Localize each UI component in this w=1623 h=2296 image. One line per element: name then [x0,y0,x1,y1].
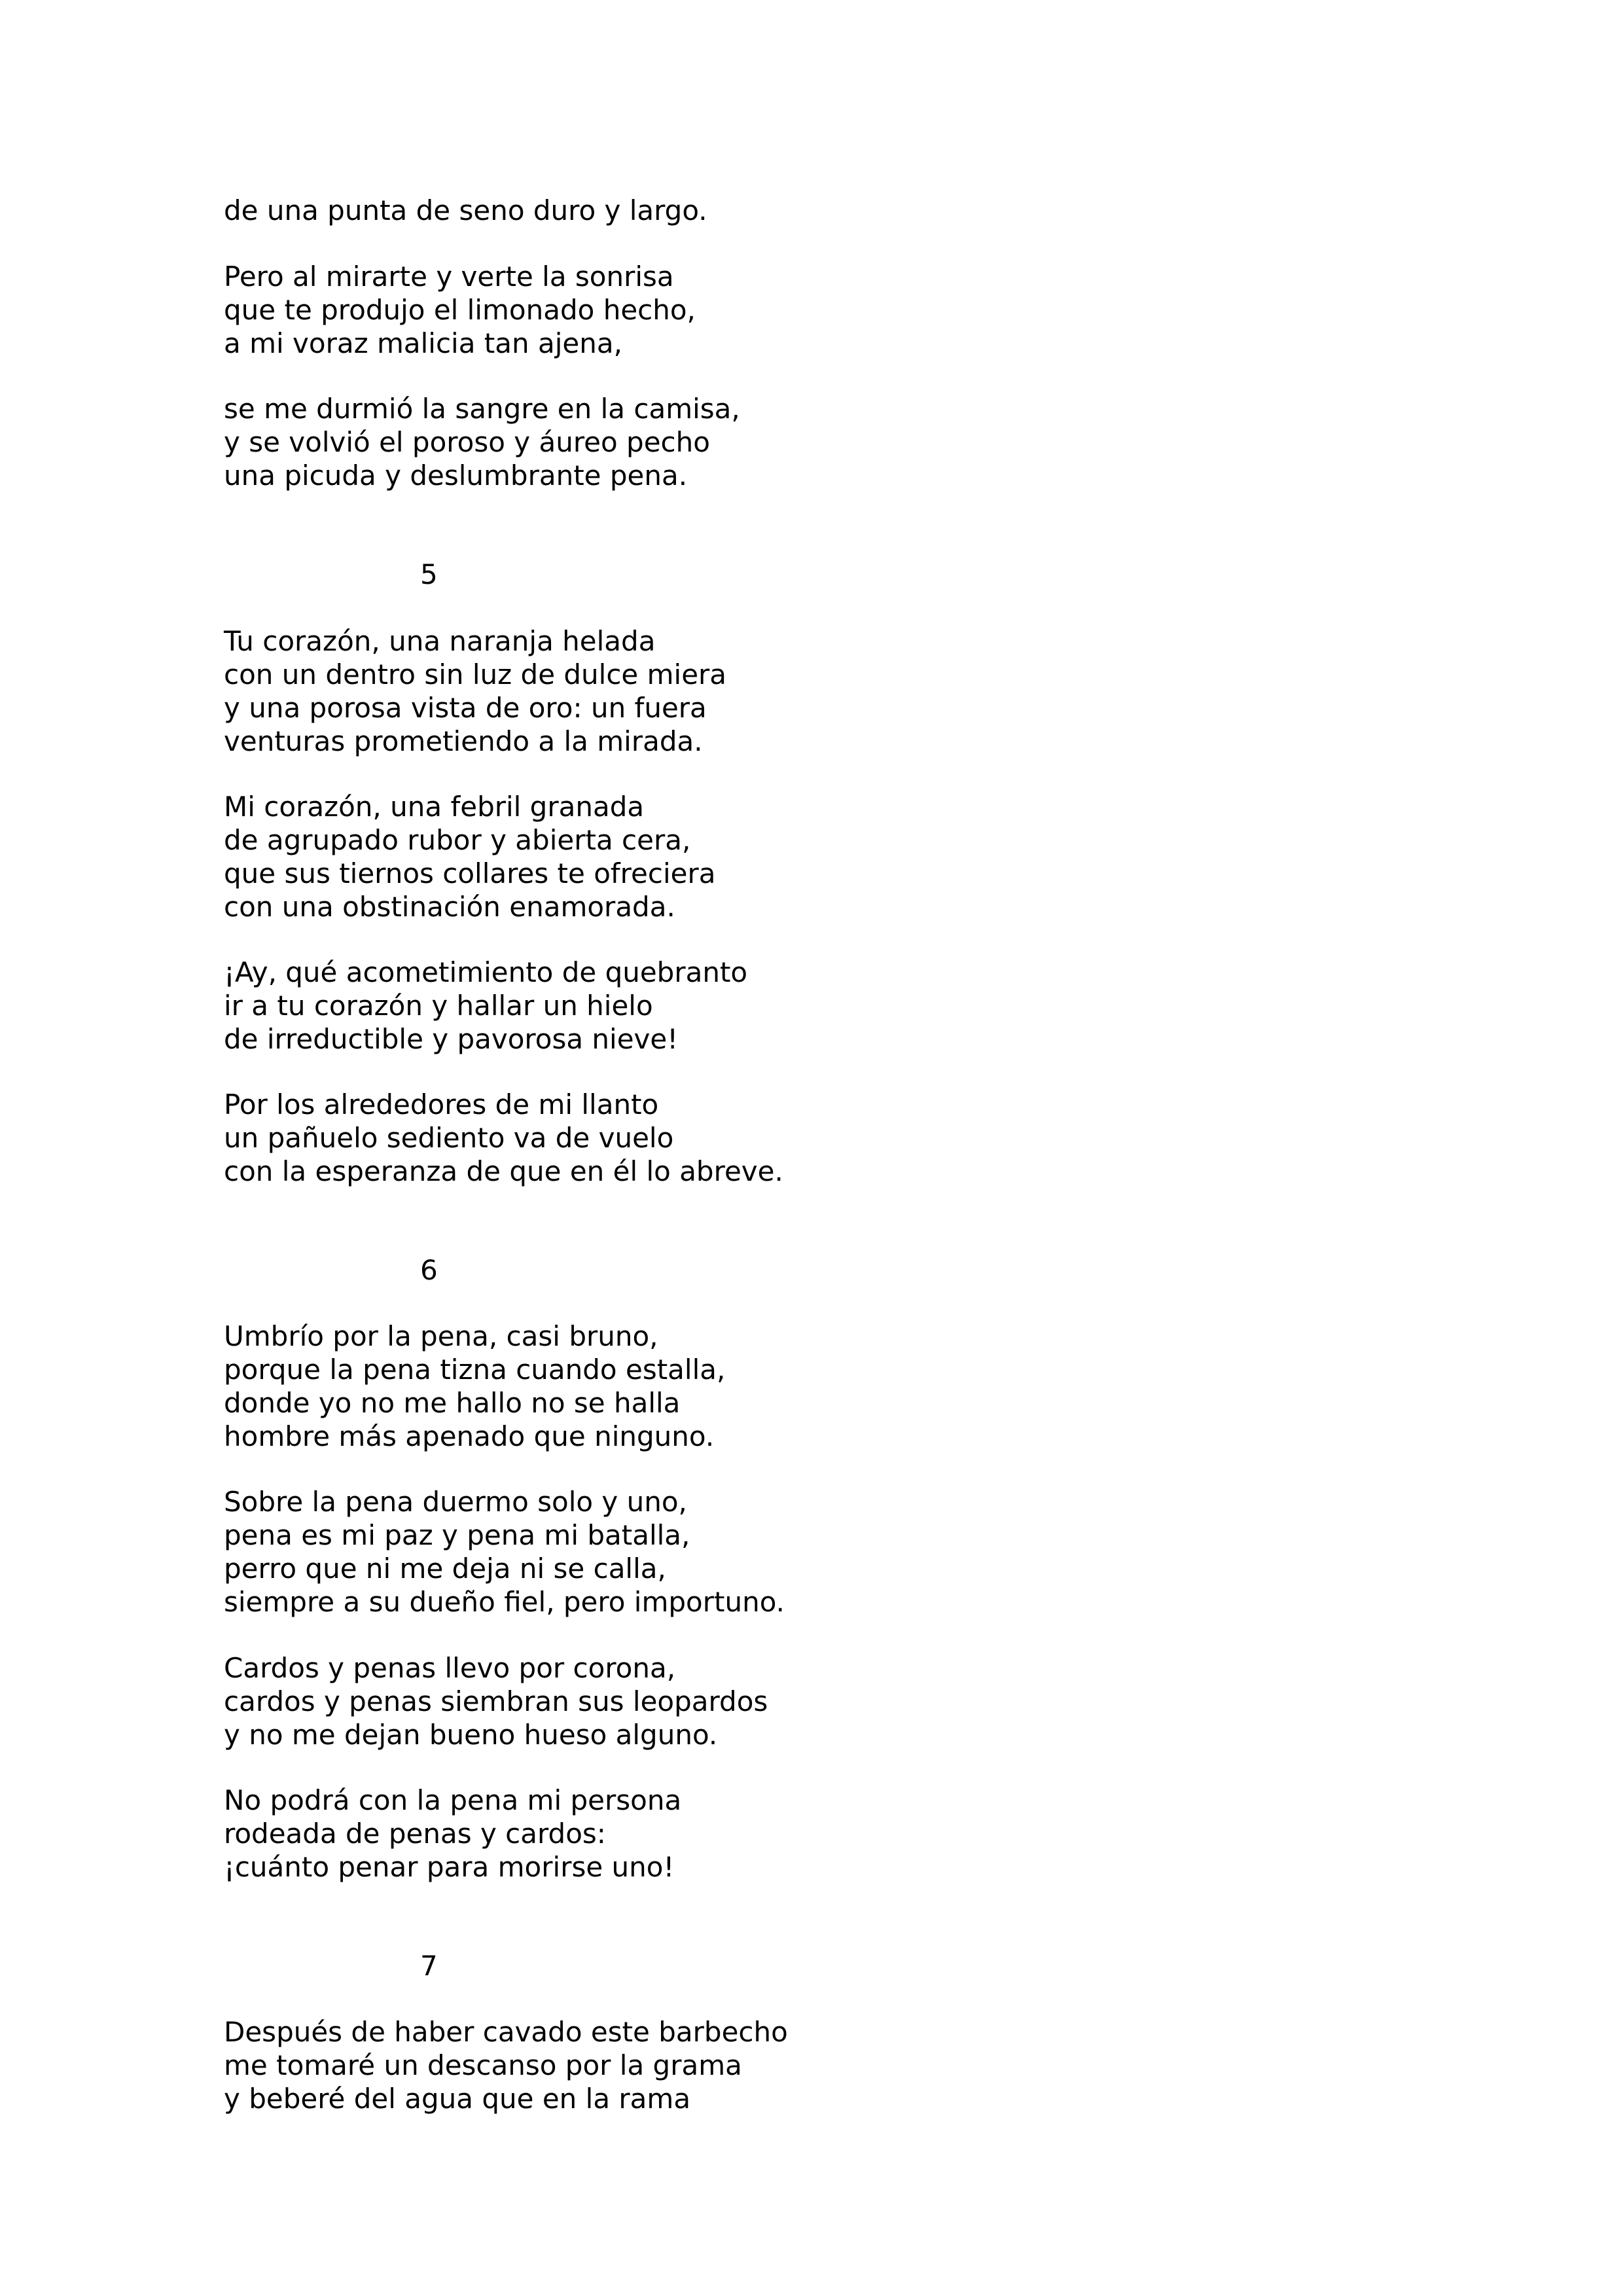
poem-line: una picuda y deslumbrante pena. [224,459,688,492]
stanza [224,1088,783,1188]
poem-line: y se volvió el poroso y áureo pecho [224,426,710,458]
poem-line: ir a tu corazón y hallar un hielo [224,990,653,1022]
stanza [224,194,707,227]
poem-line: Después de haber cavado este barbecho [224,2016,788,2048]
poem-line: y una porosa vista de oro: un fuera [224,692,707,724]
poem-line: Pero al mirarte y verte la sonrisa [224,260,674,293]
poem-line: Cardos y penas llevo por corona, [224,1652,676,1684]
poem-line: y no me dejan bueno hueso alguno. [224,1719,718,1751]
section-number: 5 [420,558,438,590]
stanza [224,392,740,492]
poem-line: No podrá con la pena mi persona [224,1784,682,1816]
poem-line: Sobre la pena duermo solo y uno, [224,1486,687,1518]
poem-line: de agrupado rubor y abierta cera, [224,824,691,856]
poem-line: venturas prometiendo a la mirada. [224,725,703,757]
poem-line: rodeada de penas y cardos: [224,1818,606,1850]
poem-line: a mi voraz malicia tan ajena, [224,327,622,359]
poem-line: perro que ni me deja ni se calla, [224,1552,666,1585]
poem-line: porque la pena tizna cuando estalla, [224,1354,726,1386]
stanza [224,956,747,1056]
stanza [224,790,715,924]
poem-line: que sus tiernos collares te ofreciera [224,857,716,889]
stanza [224,1319,725,1453]
poem-line: me tomaré un descanso por la grama [224,2049,742,2081]
poem-line: de irreductible y pavorosa nieve! [224,1023,679,1055]
poem-line: que te produjo el limonado hecho, [224,294,696,326]
poem-line: con un dentro sin luz de dulce miera [224,658,727,691]
stanza [224,260,696,360]
stanza [224,1784,681,1884]
section-number: 6 [420,1254,438,1286]
poem-line: Mi corazón, una febril granada [224,791,645,823]
poem-line: siempre a su dueño fiel, pero importuno. [224,1586,785,1618]
poem-line: de una punta de seno duro y largo. [224,194,707,226]
poem-line: Por los alrededores de mi llanto [224,1088,659,1121]
poem-line: y beberé del agua que en la rama [224,2083,691,2115]
poem-line: con la esperanza de que en él lo abreve. [224,1155,783,1187]
poem-line: Tu corazón, una naranja helada [224,625,656,657]
poem-line: un pañuelo sediento va de vuelo [224,1122,674,1154]
poem-line: ¡Ay, qué acometimiento de quebranto [224,956,748,988]
poem-line: con una obstinación enamorada. [224,891,675,923]
poem-line: cardos y penas siembran sus leopardos [224,1685,768,1717]
stanza [224,1485,785,1619]
section-number: 7 [420,1950,438,1982]
poem-line: hombre más apenado que ninguno. [224,1420,715,1452]
poem-line: ¡cuánto penar para morirse uno! [224,1851,675,1883]
stanza [224,1651,768,1751]
stanza [224,624,726,758]
poem-line: pena es mi paz y pena mi batalla, [224,1519,690,1551]
poem-line: donde yo no me hallo no se halla [224,1387,681,1419]
stanza [224,2015,788,2115]
poem-line: Umbrío por la pena, casi bruno, [224,1320,658,1352]
poem-line: se me durmió la sangre en la camisa, [224,393,740,425]
